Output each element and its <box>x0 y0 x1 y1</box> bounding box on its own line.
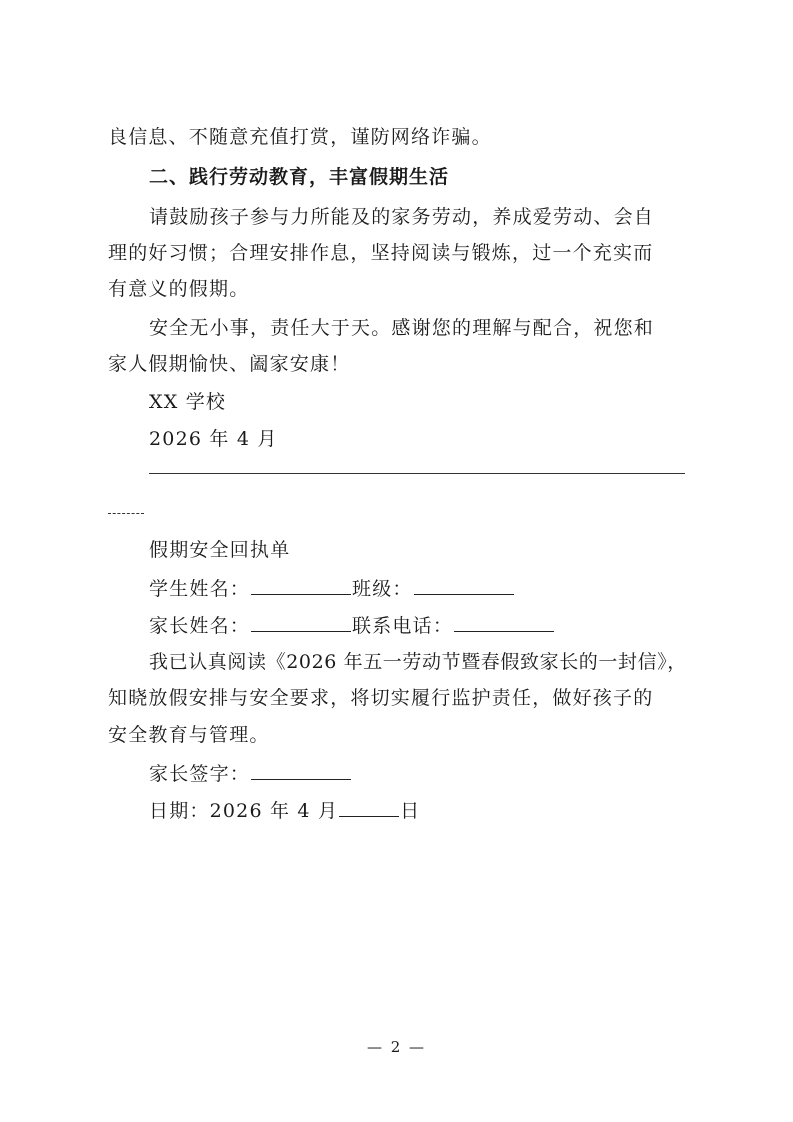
receipt-row-parent <box>149 613 555 638</box>
parent-signature-label: 家长签字： <box>149 763 251 785</box>
statement-line: 安全教育与管理。 <box>108 724 270 746</box>
paragraph-line: 有意义的假期。 <box>108 278 250 300</box>
page-number: — 2 — <box>366 1038 427 1056</box>
statement-line: 我已认真阅读《2026 年五一劳动节暨春假致家长的一封信》， <box>149 651 687 673</box>
phone-blank[interactable] <box>454 613 554 632</box>
signature-date: 2026 年 4 月 <box>149 428 278 450</box>
date-suffix: 日 <box>400 800 421 822</box>
receipt-title: 假期安全回执单 <box>149 539 291 561</box>
receipt-row-date <box>149 798 420 823</box>
parent-name-blank[interactable] <box>251 613 351 632</box>
paragraph-line: 理的好习惯；合理安排作息，坚持阅读与锻炼，过一个充实而 <box>108 242 654 264</box>
student-name-blank[interactable] <box>251 576 351 595</box>
receipt-row-student <box>149 576 515 601</box>
student-name-label: 学生姓名： <box>149 578 251 600</box>
paragraph-line: 安全无小事，责任大于天。感谢您的理解与配合，祝您和 <box>149 317 655 339</box>
paragraph-line: 家人假期愉快、阖家安康！ <box>108 353 351 375</box>
class-label: 班级： <box>352 578 413 600</box>
cut-line <box>149 473 685 474</box>
class-blank[interactable] <box>414 576 514 595</box>
receipt-row-signature <box>149 761 352 786</box>
text-line: 良信息、不随意充值打赏，谨防网络诈骗。 <box>108 126 492 148</box>
parent-name-label: 家长姓名： <box>149 615 251 637</box>
phone-label: 联系电话： <box>352 615 454 637</box>
parent-signature-blank[interactable] <box>251 761 351 780</box>
signature-school: XX 学校 <box>149 391 227 413</box>
date-label: 日期：2026 年 4 月 <box>149 800 339 822</box>
date-day-blank[interactable] <box>339 798 399 817</box>
cut-line-continuation <box>108 513 144 514</box>
paragraph-line: 请鼓励孩子参与力所能及的家务劳动，养成爱劳动、会自 <box>149 206 655 228</box>
section-heading: 二、践行劳动教育，丰富假期生活 <box>149 166 450 188</box>
statement-line: 知晓放假安排与安全要求，将切实履行监护责任，做好孩子的 <box>108 687 654 709</box>
